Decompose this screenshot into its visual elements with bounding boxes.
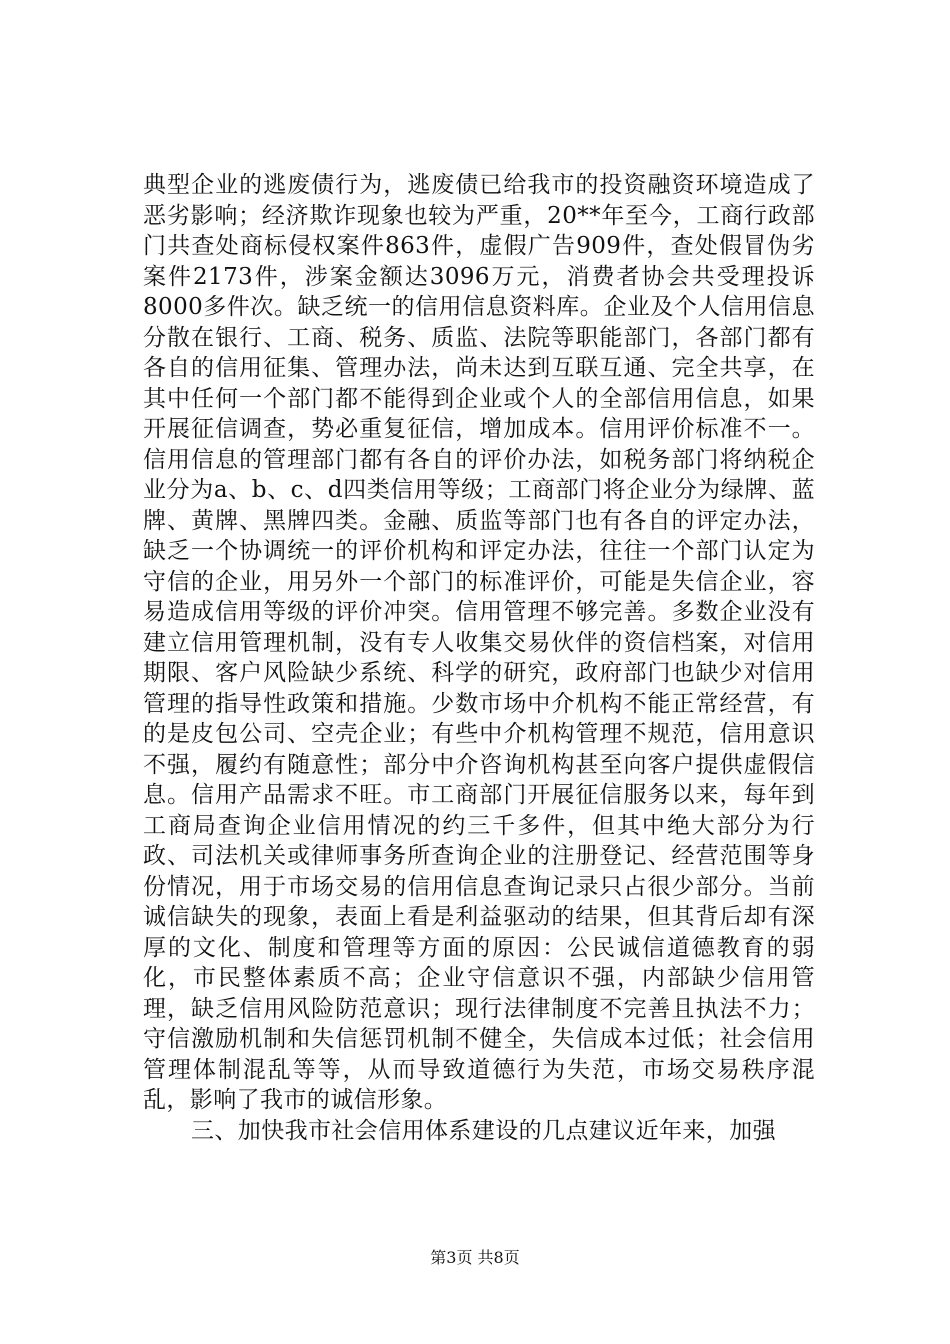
document-body — [143, 170, 815, 1146]
page-footer-number: 第3页 共8页 — [430, 1248, 520, 1267]
paragraph-2-section-heading: 三、加快我市社会信用体系建设的几点建议近年来，加强 — [191, 1117, 776, 1144]
paragraph-1: 典型企业的逃废债行为，逃废债已给我市的投资融资环境造成了恶劣影响；经济欺诈现象也较为严重，20**年至今，工商行政部门共查处商标侵权案件863件，虚假广告909件，查处假冒伪劣案件2173件，涉案金额达3096万元，消费者协会共受理投诉8000多件次。缺乏统一的信用信息资料库。企业及个人信用信息分散在银行、工商、税务、质监、法院等职能部门，各部门都有各自的信用征集、管理办法，尚未达到互联互通、完全共享，在其中任何一个部门都不能得到企业或个人的全部信用信息，如果开展征信调查，势必重复征信，增加成本。信用评价标准不一。信用信息的管理部门都有各自的评价办法，如税务部门将纳税企业分为a、b、c、d四类信用等级；工商部门将企业分为绿牌、蓝牌、黄牌、黑牌四类。金融、质监等部门也有各自的评定办法，缺乏一个协调统一的评价机构和评定办法，往往一个部门认定为守信的企业，用另外一个部门的标准评价，可能是失信企业，容易造成信用等级的评价冲突。信用管理不够完善。多数企业没有建立信用管理机制，没有专人收集交易伙伴的资信档案，对信用期限、客户风险缺少系统、科学的研究，政府部门也缺少对信用管理的指导性政策和措施。少数市场中介机构不能正常经营，有的是皮包公司、空壳企业；有些中介机构管理不规范，信用意识不强，履约有随意性；部分中介咨询机构甚至向客户提供虚假信息。信用产品需求不旺。市工商部门开展征信服务以来，每年到工商局查询企业信用情况的约三千多件，但其中绝大部分为行政、司法机关或律师事务所查询企业的注册登记、经营范围等身份情况，用于市场交易的信用信息查询记录只占很少部分。当前诚信缺失的现象，表面上看是利益驱动的结果，但其背后却有深厚的文化、制度和管理等方面的原因：公民诚信道德教育的弱化，市民整体素质不高；企业守信意识不强，内部缺少信用管理，缺乏信用风险防范意识；现行法律制度不完善且执法不力；守信激励机制和失信惩罚机制不健全，失信成本过低；社会信用管理体制混乱等等，从而导致道德行为失范，市场交易秩序混乱，影响了我市的诚信形象。 — [143, 172, 815, 1113]
